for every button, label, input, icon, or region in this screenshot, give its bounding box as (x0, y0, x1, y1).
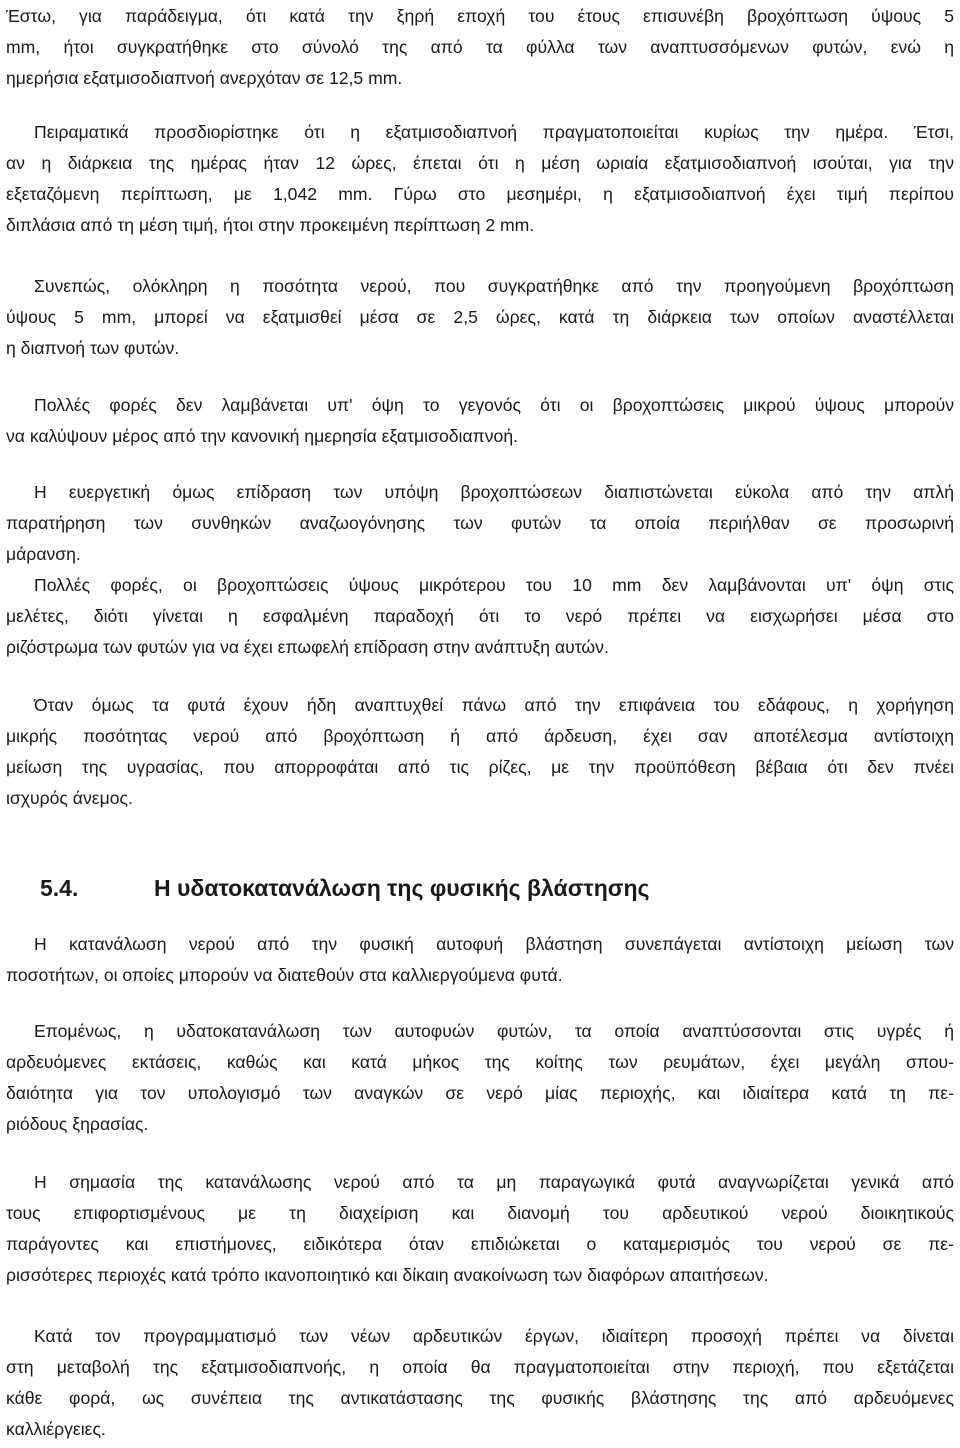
text-line: αρδευόμενες εκτάσεις, καθώς και κατά μήκος της κοίτης των ρευμάτων, έχει μεγάλη σπου- (6, 1052, 954, 1072)
text-line: μελέτες, διότι γίνεται η εσφαλμένη παραδοχή ότι το νερό πρέπει να εισχωρήσει μέσα στο (6, 606, 954, 626)
text-line: καλλιέργειες. (6, 1419, 106, 1439)
text-line: ημερήσια εξατμισοδιαπνοή ανερχόταν σε 12,5 mm. (6, 68, 403, 88)
text-line: τους επιφορτισμένους με τη διαχείριση και διανομή του αρδευτικού νερού διοικητικούς (6, 1203, 954, 1223)
text-line: mm, ήτοι συγκρατήθηκε στο σύνολό της από τα φύλλα των αναπτυσσόμενων φυτών, ενώ η (6, 37, 954, 57)
text-line: μάρανση. (6, 544, 81, 564)
text-line: παράγοντες και επιστήμονες, ειδικότερα όταν επιδιώκεται ο καταμερισμός του νερού σε πε- (6, 1234, 954, 1254)
text-line: Όταν όμως τα φυτά έχουν ήδη αναπτυχθεί πάνω από την επιφάνεια του εδάφους, η χορήγηση (34, 695, 954, 715)
text-line: μείωση της υγρασίας, που απορροφάται από τις ρίζες, με την προϋπόθεση βέβαια ότι δεν πνέει (6, 757, 954, 777)
paragraph (6, 1321, 954, 1445)
text-line: εξεταζόμενη περίπτωση, με 1,042 mm. Γύρω στο μεσημέρι, η εξατμισοδιαπνοή έχει τιμή περίπου (6, 184, 954, 204)
section-heading (40, 868, 650, 908)
text-line: Η κατανάλωση νερού από την φυσική αυτοφυή βλάστηση συνεπάγεται αντίστοιχη μείωση των (34, 934, 954, 954)
paragraph (6, 1016, 954, 1140)
text-line: Επομένως, η υδατοκατανάλωση των αυτοφυών φυτών, τα οποία αναπτύσσονται στις υγρές ή (34, 1021, 954, 1041)
section-number: 5.4. (40, 875, 79, 901)
paragraph (6, 477, 954, 570)
text-line: Κατά τον προγραμματισμό των νέων αρδευτικών έργων, ιδιαίτερη προσοχή πρέπει να δίνεται (34, 1326, 954, 1346)
text-line: παρατήρηση των συνθηκών αναζωογόνησης των φυτών τα οποία περιήλθαν σε προσωρινή (6, 513, 954, 533)
text-line: ύψους 5 mm, μπορεί να εξατμισθεί μέσα σε 2,5 ώρες, κατά τη διάρκεια των οποίων αναστέλλεται (6, 307, 954, 327)
paragraph (6, 1167, 954, 1291)
text-line: Συνεπώς, ολόκληρη η ποσότητα νερού, που συγκρατήθηκε από την προηγούμενη βροχόπτωση (34, 276, 954, 296)
paragraph (6, 1, 954, 94)
text-line: αν η διάρκεια της ημέρας ήταν 12 ώρες, έπεται ότι η μέση ωριαία εξατμισοδιαπνοή ισούται, για την (6, 153, 954, 173)
text-line: Η ευεργετική όμως επίδραση των υπόψη βροχοπτώσεων διαπιστώνεται εύκολα από την απλή (34, 482, 954, 502)
text-line: η διαπνοή των φυτών. (6, 338, 180, 358)
text-line: δαιότητα για τον υπολογισμό των αναγκών σε νερό μίας περιοχής, και ιδιαίτερα κατά τη πε- (6, 1083, 954, 1103)
paragraph (6, 690, 954, 814)
paragraph (6, 929, 954, 991)
text-line: στη μεταβολή της εξατμισοδιαπνοής, η οποία θα πραγματοποιείται στην περιοχή, που εξετάζεται (6, 1357, 954, 1377)
text-line: Η σημασία της κατανάλωσης νερού από τα μη παραγωγικά φυτά αναγνωρίζεται γενικά από (34, 1172, 954, 1192)
text-line: Πολλές φορές, οι βροχοπτώσεις ύψους μικρότερου του 10 mm δεν λαμβάνονται υπ' όψη στις (34, 575, 954, 595)
text-line: Έστω, για παράδειγμα, ότι κατά την ξηρή εποχή του έτους επισυνέβη βροχόπτωση ύψους 5 (6, 6, 954, 26)
text-line: διπλάσια από τη μέση τιμή, ήτοι στην προκειμένη περίπτωση 2 mm. (6, 215, 535, 235)
text-line: ριζόστρωμα των φυτών για να έχει επωφελή επίδραση στην ανάπτυξη αυτών. (6, 637, 609, 657)
text-line: κάθε φορά, ως συνέπεια της αντικατάστασης της φυσικής βλάστησης της από αρδευόμενες (6, 1388, 954, 1408)
paragraph (6, 390, 954, 452)
text-line: ρισσότερες περιοχές κατά τρόπο ικανοποιητικό και δίκαιη ανακοίνωση των διαφόρων απαιτήσεων. (6, 1265, 769, 1285)
paragraph (6, 271, 954, 364)
section-title: Η υδατοκατανάλωση της φυσικής βλάστησης (154, 875, 650, 901)
text-line: Πειραματικά προσδιορίστηκε ότι η εξατμισοδιαπνοή πραγματοποιείται κυρίως την ημέρα. Έτσι, (34, 122, 954, 142)
text-line: ποσοτήτων, οι οποίες μπορούν να διατεθούν στα καλλιεργούμενα φυτά. (6, 965, 563, 985)
paragraph (6, 570, 954, 663)
text-line: μικρής ποσότητας νερού από βροχόπτωση ή από άρδευση, έχει σαν αποτέλεσμα αντίστοιχη (6, 726, 954, 746)
text-line: να καλύψουν μέρος από την κανονική ημερησία εξατμισοδιαπνοή. (6, 426, 519, 446)
paragraph (6, 117, 954, 241)
text-line: ισχυρός άνεμος. (6, 788, 133, 808)
text-line: ριόδους ξηρασίας. (6, 1114, 149, 1134)
text-line: Πολλές φορές δεν λαμβάνεται υπ' όψη το γεγονός ότι οι βροχοπτώσεις μικρού ύψους μπορούν (34, 395, 954, 415)
